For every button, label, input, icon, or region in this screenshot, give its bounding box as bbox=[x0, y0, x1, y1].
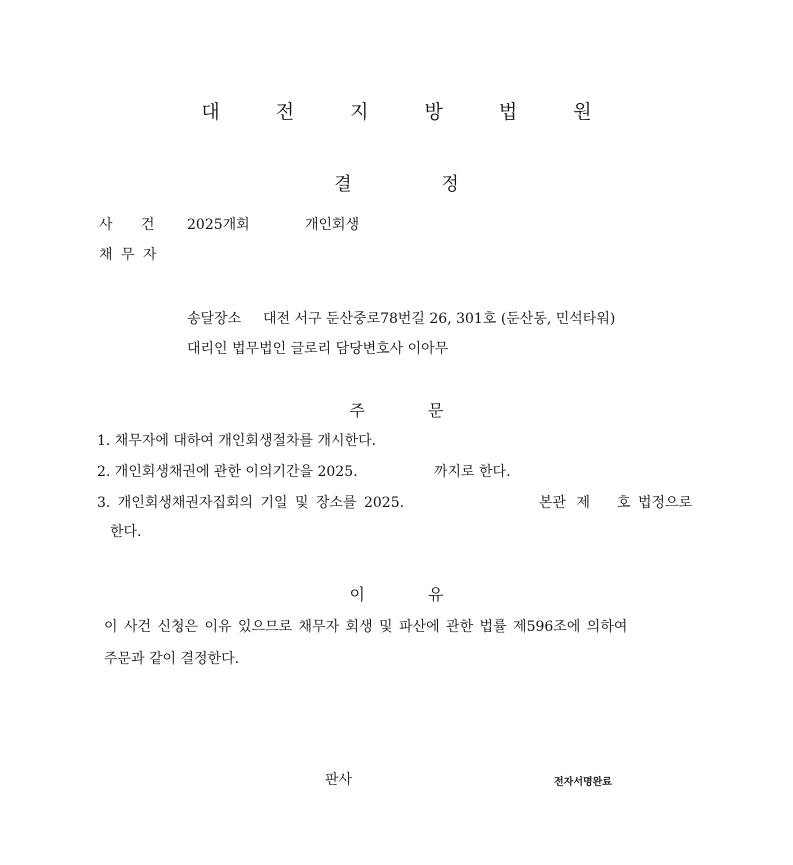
reason-section-title: 이 유 bbox=[349, 585, 444, 604]
order-item-3-text: 3. 개인회생채권자집회의 기일 및 장소를 2025. bbox=[97, 495, 405, 511]
case-label: 사 건 bbox=[99, 217, 155, 233]
order-item-3-room: 본관 제 bbox=[539, 495, 591, 511]
legal-agent: 대리인 법무법인 글로리 담당변호사 이아무 bbox=[187, 341, 449, 357]
order-section-title: 주 문 bbox=[349, 401, 444, 420]
electronic-signature-status: 전자서명완료 bbox=[554, 777, 612, 788]
order-item-1: 1. 채무자에 대하여 개인회생절차를 개시한다. bbox=[97, 433, 377, 449]
delivery-label: 송달장소 bbox=[187, 311, 242, 327]
decision-title: 결 정 bbox=[334, 174, 459, 195]
order-item-2-text: 2. 개인회생채권에 관한 이의기간을 2025. bbox=[97, 464, 358, 480]
judge-label: 판사 bbox=[325, 772, 353, 788]
court-name: 대 전 지 방 법 원 bbox=[201, 101, 617, 123]
order-item-2-end: 까지로 한다. bbox=[434, 464, 511, 480]
order-item-3-court: 호 법정으로 bbox=[617, 495, 693, 511]
case-type: 개인회생 bbox=[305, 217, 360, 233]
debtor-label: 채 무 자 bbox=[99, 247, 157, 263]
order-item-3-end: 한다. bbox=[110, 524, 142, 540]
delivery-address: 대전 서구 둔산중로78번길 26, 301호 (둔산동, 민석타워) bbox=[263, 311, 616, 327]
reason-text-line-2: 주문과 같이 결정한다. bbox=[104, 651, 240, 667]
case-number: 2025개회 bbox=[187, 217, 250, 233]
reason-text-line-1: 이 사건 신청은 이유 있으므로 채무자 회생 및 파산에 관한 법률 제596조에 의하여 bbox=[104, 619, 628, 635]
